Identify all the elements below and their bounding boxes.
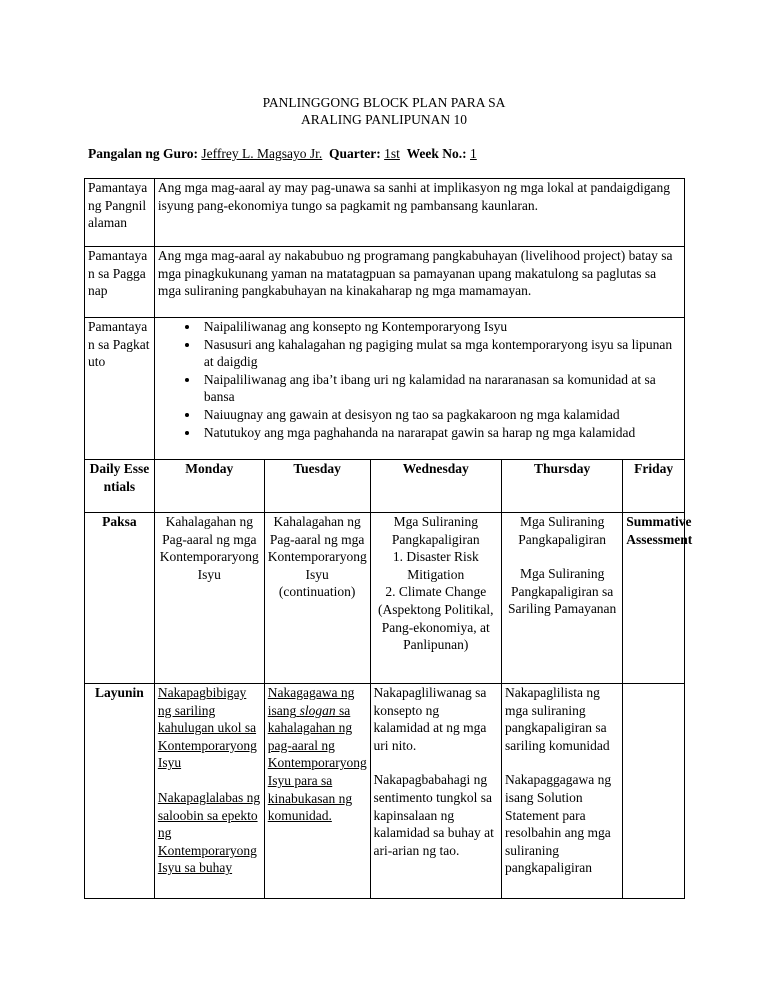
performance-standard-label: Pamantayan sa Pagganap [85, 247, 155, 318]
quarter-value: 1st [384, 146, 400, 161]
teacher-name-label: Pangalan ng Guro: [88, 146, 199, 161]
layunin-monday-1: Nakapagbibigay ng sariling kahulugan ukol sa Kontemporaryong Isyu [157, 685, 257, 771]
document-title [0, 94, 768, 128]
list-item: • Naiuugnay ang gawain at desisyon ng tao sa pagkakaroon ng mga kalamidad [200, 406, 681, 424]
layunin-monday [154, 684, 264, 899]
layunin-tuesday-text [268, 684, 367, 825]
paksa-wednesday-item-2: 2. Climate Change (Aspektong Politikal, Pang-ekonomiya, at Panlipunan) [378, 584, 494, 653]
block-plan-table [84, 178, 693, 899]
learning-standard-label: Pamantayan sa Pagkatuto [85, 318, 155, 460]
week-label: Week No.: [406, 146, 467, 161]
paksa-thursday-title: Mga Suliraning Pangkapaligiran [518, 514, 606, 547]
layunin-wednesday [370, 684, 501, 899]
paksa-thursday-subtitle: Mga Suliraning Pangkapaligiran sa Sariling Pamayanan [507, 566, 617, 617]
layunin-tuesday-a: Nakagagawa ng isang [267, 685, 355, 718]
title-line-2: ARALING PANLIPUNAN 10 [300, 112, 467, 127]
teacher-name-value: Jeffrey L. Magsayo Jr. [201, 146, 323, 161]
day-header-thursday: Thursday [502, 460, 623, 513]
layunin-label: Layunin [85, 684, 155, 899]
list-item: • Naipaliliwanag ang konsepto ng Kontemporaryong Isyu [200, 318, 681, 336]
layunin-thursday [502, 684, 623, 899]
paksa-thursday [502, 513, 623, 684]
paksa-monday: Kahalagahan ng Pag-aaral ng mga Kontemporaryong Isyu [154, 513, 264, 684]
week-value: 1 [470, 146, 477, 161]
learning-standard-list [158, 318, 681, 441]
teacher-info-line [88, 145, 477, 162]
paksa-friday: Summative Assessment [623, 513, 685, 684]
list-item: • Naipaliliwanag ang iba’t ibang uri ng kalamidad na nararanasan sa komunidad at sa bansa [200, 371, 681, 406]
learning-standard-cell [154, 318, 684, 460]
list-item: • Nasusuri ang kahalagahan ng pagiging mulat sa mga kontemporaryong isyu sa lipunan at daigdig [200, 336, 681, 371]
performance-standard-row [85, 247, 685, 318]
layunin-wednesday-2: Nakapagbabahagi ng sentimento tungkol sa kapinsalaan ng kalamidad sa buhay at ari-arian ng tao. [373, 772, 494, 858]
day-header-tuesday: Tuesday [264, 460, 370, 513]
day-header-monday: Monday [154, 460, 264, 513]
layunin-tuesday-b: sa kahalagahan ng pag-aaral ng Kontemporaryong Isyu para sa kinabukasan ng komunidad. [267, 702, 367, 824]
layunin-tuesday-slogan: slogan [299, 702, 336, 718]
layunin-thursday-2: Nakapaggagawa ng isang Solution Statement para resolbahin ang mga suliraning pangkapaligiran [505, 772, 612, 876]
performance-standard-text: Ang mga mag-aaral ay nakabubuo ng programang pangkabuhayan (livelihood project) batay sa mga pinagkukunang yaman na matatagpuan sa pamayanan upang makatulong sa paglutas sa mga suliraning pangkabuhayan na kinakaharap ng mga mamamayan. [154, 247, 684, 318]
paksa-wednesday-title: Mga Suliraning Pangkapaligiran [391, 514, 480, 547]
paksa-label: Paksa [85, 513, 155, 684]
list-item: • Natutukoy ang mga paghahanda na nararapat gawin sa harap ng mga kalamidad [200, 424, 681, 442]
learning-standard-row [85, 318, 685, 460]
layunin-monday-2: Nakapaglalabas ng saloobin sa epekto ng Kontemporaryong Isyu sa buhay [157, 789, 261, 876]
content-standard-row [85, 179, 685, 247]
day-header-wednesday: Wednesday [370, 460, 501, 513]
layunin-row [85, 684, 685, 899]
layunin-wednesday-1: Nakapagliliwanag sa konsepto ng kalamidad at ng mga uri nito. [373, 685, 487, 753]
layunin-friday [623, 684, 685, 899]
day-header-friday: Friday [623, 460, 685, 513]
paksa-wednesday-item-1: 1. Disaster Risk Mitigation [392, 549, 479, 582]
content-standard-label: Pamantayang Pangnilalaman [85, 179, 155, 247]
layunin-thursday-1: Nakapaglilista ng mga suliraning pangkapaligiran sa sariling komunidad [505, 685, 610, 753]
daily-essentials-header: Daily Essentials [85, 460, 155, 513]
content-standard-text: Ang mga mag-aaral ay may pag-unawa sa sanhi at implikasyon ng mga lokal at pandaigdigang isyung pang-ekonomiya tungo sa pagkamit ng pambansang kaunlaran. [154, 179, 684, 247]
quarter-label: Quarter: [329, 146, 381, 161]
title-line-1: PANLINGGONG BLOCK PLAN PARA SA [262, 95, 506, 110]
days-header-row [85, 460, 685, 513]
paksa-row [85, 513, 685, 684]
paksa-wednesday [370, 513, 501, 684]
layunin-tuesday [264, 684, 370, 899]
paksa-tuesday: Kahalagahan ng Pag-aaral ng mga Kontemporaryong Isyu (continuation) [264, 513, 370, 684]
